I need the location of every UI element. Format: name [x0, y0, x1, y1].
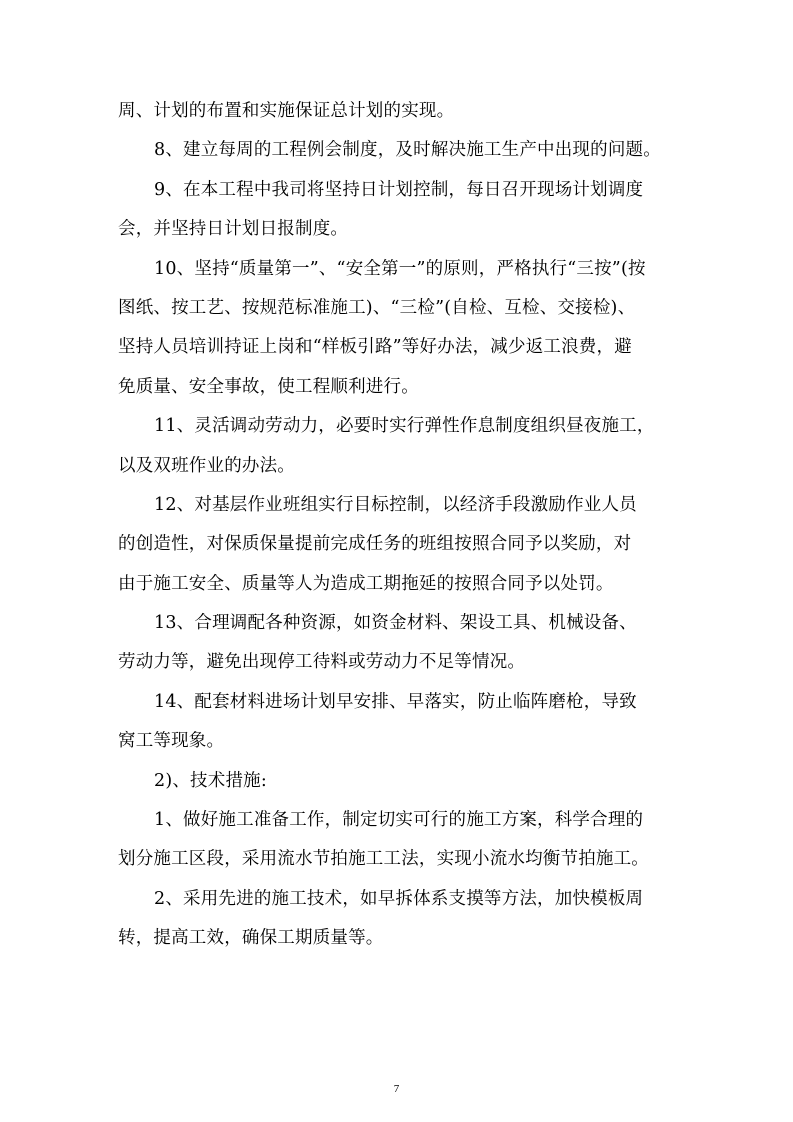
text-line: 劳动力等，避免出现停工待料或劳动力不足等情况。: [118, 652, 526, 673]
paragraph-item-8: 8、建立每周的工程例会制度，及时解决施工生产中出现的问题。: [154, 140, 661, 161]
text-line: 转，提高工效，确保工期质量等。: [118, 928, 384, 949]
text-line: 会，并坚持日计划日报制度。: [118, 219, 349, 240]
text-line: 周、计划的布置和实施保证总计划的实现。: [118, 101, 455, 121]
section-heading-technical-measures: 2)、技术措施:: [154, 770, 267, 791]
text-line: 坚持人员培训持证上岗和“样板引路”等好办法，减少返工浪费，避: [118, 337, 632, 358]
text-line: 图纸、按工艺、按规范标准施工)、“三检”(自检、互检、交接检)、: [118, 297, 636, 318]
text-line: 窝工等现象。: [118, 731, 225, 752]
paragraph-item-9: 9、在本工程中我司将坚持日计划控制，每日召开现场计划调度: [154, 179, 644, 200]
document-body: [118, 92, 678, 959]
text-line: 以及双班作业的办法。: [118, 455, 295, 476]
paragraph-item-tech-2: 2、采用先进的施工技术，如早拆体系支摸等方法，加快模板周: [154, 888, 644, 909]
paragraph-item-tech-1: 1、做好施工准备工作，制定切实可行的施工方案，科学合理的: [154, 810, 644, 831]
paragraph-item-14: 14、配套材料进场计划早安排、早落实，防止临阵磨枪，导致: [154, 691, 637, 712]
text-line: 免质量、安全事故，使工程顺利进行。: [118, 376, 419, 397]
text-line: 由于施工安全、质量等人为造成工期拖延的按照合同予以处罚。: [118, 573, 614, 594]
paragraph-item-13: 13、合理调配各种资源，如资金材料、架设工具、机械设备、: [154, 613, 637, 634]
text-line: 的创造性，对保质保量提前完成任务的班组按照合同予以奖励，对: [118, 534, 632, 555]
paragraph-item-11: 11、灵活调动劳动力，必要时实行弹性作息制度组织昼夜施工，: [154, 416, 655, 437]
paragraph-item-10: 10、坚持“质量第一”、“安全第一”的原则，严格执行“三按”(按: [154, 258, 646, 279]
paragraph-item-12: 12、对基层作业班组实行目标控制，以经济手段激励作业人员: [154, 494, 637, 515]
text-line: 划分施工区段，采用流水节拍施工工法，实现小流水均衡节拍施工。: [118, 849, 649, 870]
page-number: 7: [393, 1083, 400, 1095]
